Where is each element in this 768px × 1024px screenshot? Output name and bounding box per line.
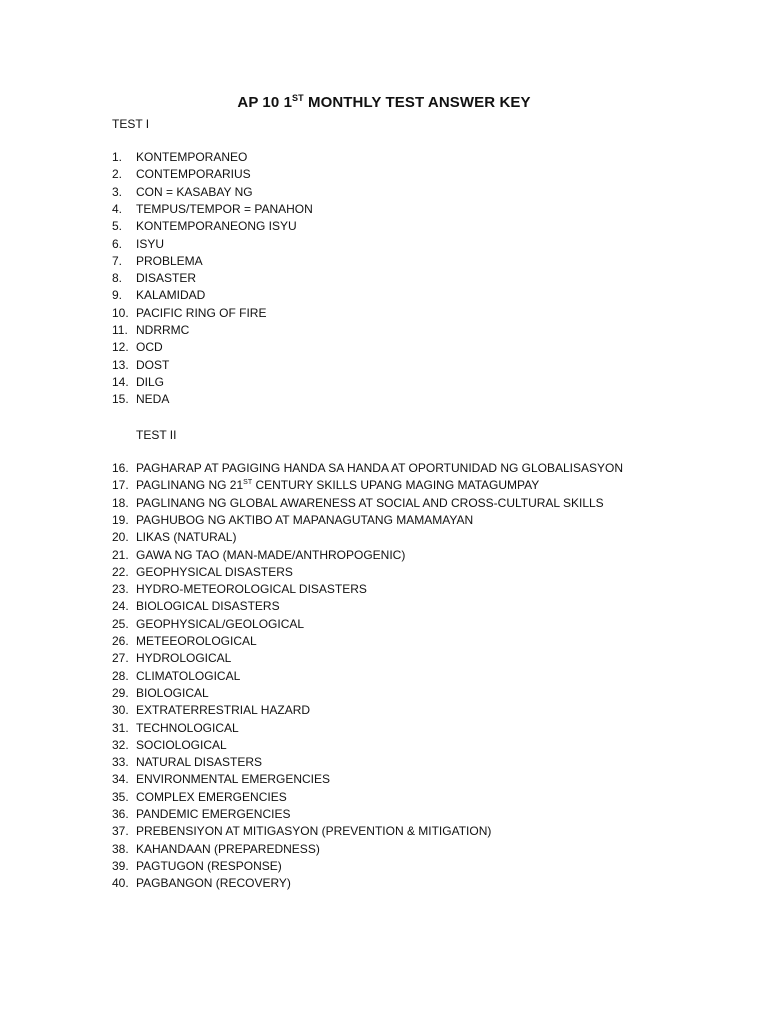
answer-item: [112, 790, 287, 807]
answer-text-main: CONTEMPORARIUS: [136, 167, 251, 182]
answer-number: 25.: [112, 616, 129, 631]
answer-item: [112, 599, 280, 616]
answer-number: 26.: [112, 634, 129, 648]
answer-text: [136, 513, 473, 527]
answer-text-main: GAWA NG TAO (MAN-MADE/ANTHROPOGENIC): [136, 547, 406, 562]
answer-text-main: NATURAL DISASTERS: [136, 755, 263, 770]
answer-text: [136, 271, 196, 285]
answer-text: [136, 358, 169, 372]
answer-number: 24.: [112, 599, 129, 614]
answer-item: [112, 358, 169, 375]
answer-text: [136, 461, 623, 475]
answer-text-main: OCD: [136, 340, 163, 355]
answer-text-main: PAGLINANG NG GLOBAL AWARENESS AT SOCIAL AND CROSS-CULTURAL SKILLS: [136, 495, 604, 510]
answer-text-main: PACIFIC RING OF FIRE: [136, 305, 267, 320]
answer-text-main: TECHNOLOGICAL: [136, 720, 239, 735]
answer-item: [112, 306, 266, 323]
answer-item: [112, 703, 310, 720]
answer-item: [112, 478, 539, 495]
answer-number: 17.: [112, 478, 129, 493]
answer-item: [112, 738, 227, 755]
answer-number: 22.: [112, 564, 129, 579]
answer-item: [112, 669, 240, 686]
answer-number: 34.: [112, 772, 129, 787]
answer-text: [136, 496, 604, 510]
answer-text-main: GEOPHYSICAL/GEOLOGICAL: [136, 616, 305, 631]
answer-number: 3.: [112, 184, 123, 199]
answer-item: [112, 219, 297, 236]
answer-item: [112, 392, 169, 409]
answer-number: 15.: [112, 392, 129, 407]
answer-number: 29.: [112, 685, 129, 700]
answer-text: [136, 651, 231, 665]
answer-item: [112, 807, 290, 824]
answer-number: 37.: [112, 824, 129, 839]
document-title: [0, 94, 768, 111]
answer-number: 38.: [112, 841, 129, 856]
answer-number: 8.: [112, 271, 123, 286]
answer-text: [136, 565, 293, 579]
answer-item: [112, 288, 205, 305]
answer-text-main: BIOLOGICAL: [136, 685, 209, 700]
answer-text: [136, 219, 297, 233]
answer-item: [112, 859, 282, 876]
answer-number: 27.: [112, 651, 129, 666]
answer-text: [136, 772, 330, 786]
answer-item: [112, 271, 196, 288]
answer-text-superscript: ST: [243, 479, 253, 487]
answer-text-main: KONTEMPORANEO: [136, 150, 248, 164]
answer-number: 14.: [112, 374, 129, 389]
answer-number: 4.: [112, 201, 123, 216]
answer-text: [136, 634, 257, 648]
answer-item: [112, 185, 253, 202]
answer-item: [112, 565, 293, 582]
answer-number: 39.: [112, 858, 129, 873]
answer-item: [112, 323, 189, 340]
answer-item: [112, 548, 405, 565]
answer-item: [112, 150, 247, 167]
answer-text-main: ISYU: [136, 236, 165, 251]
answer-text-main: SOCIOLOGICAL: [136, 737, 227, 752]
answer-item: [112, 582, 367, 599]
answer-text: [136, 254, 203, 268]
answer-item: [112, 686, 209, 703]
answer-number: 21.: [112, 547, 129, 562]
answer-text-main: KONTEMPORANEONG ISYU: [136, 219, 297, 234]
answer-text-main: COMPLEX EMERGENCIES: [136, 789, 287, 804]
answer-text-main: CLIMATOLOGICAL: [136, 668, 241, 683]
answer-text: [136, 150, 247, 164]
answer-text: [136, 548, 405, 562]
answer-item: [112, 202, 313, 219]
answer-text: [136, 185, 253, 199]
answer-number: 13.: [112, 357, 129, 372]
answer-text-main: HYDROLOGICAL: [136, 651, 232, 666]
answer-number: 18.: [112, 495, 129, 510]
answer-text-main: EXTRATERRESTRIAL HAZARD: [136, 703, 311, 718]
answer-text-main: PAGLINANG NG 21: [136, 478, 244, 493]
answer-text-main: ENVIRONMENTAL EMERGENCIES: [136, 772, 331, 787]
answer-text: [136, 582, 367, 596]
answer-item: [112, 721, 239, 738]
answer-item: [112, 617, 304, 634]
answer-item: [112, 340, 163, 357]
answer-text-main: LIKAS (NATURAL): [136, 530, 237, 545]
answer-text-main: PAGTUGON (RESPONSE): [136, 858, 282, 873]
answer-text: [136, 859, 282, 873]
answer-text-main: PAGHARAP AT PAGIGING HANDA SA HANDA AT OPORTUNIDAD NG GLOBALISASYON: [136, 461, 624, 475]
answer-text: [136, 824, 491, 838]
title-prefix: AP 10 1: [237, 94, 293, 111]
answer-text: [136, 669, 240, 683]
answer-text-main: KAHANDAAN (PREPAREDNESS): [136, 841, 320, 856]
answer-number: 1.: [112, 150, 123, 164]
answer-text: [136, 599, 280, 613]
answer-text: [136, 703, 310, 717]
answer-text-main: PANDEMIC EMERGENCIES: [136, 807, 291, 821]
answer-text: [136, 392, 169, 406]
answer-text-continued: CENTURY SKILLS UPANG MAGING MATAGUMPAY: [252, 478, 540, 493]
answer-number: 40.: [112, 876, 129, 891]
answer-item: [112, 842, 320, 859]
answer-item: [112, 167, 251, 184]
answer-text-main: NEDA: [136, 392, 170, 407]
answer-item: [112, 876, 291, 893]
answer-text-main: PAGHUBOG NG AKTIBO AT MAPANAGUTANG MAMAMAYAN: [136, 512, 474, 527]
answer-text-main: DISASTER: [136, 271, 197, 286]
answer-number: 10.: [112, 305, 129, 320]
answer-number: 19.: [112, 512, 129, 527]
answer-item: [112, 755, 262, 772]
answer-number: 2.: [112, 167, 123, 182]
answer-item: [112, 651, 231, 668]
answer-number: 12.: [112, 340, 129, 355]
answer-number: 7.: [112, 253, 123, 268]
answer-number: 32.: [112, 737, 129, 752]
answer-text: [136, 323, 189, 337]
answer-text: [136, 721, 239, 735]
answer-text-main: METEEOROLOGICAL: [136, 634, 257, 648]
answer-text-main: TEMPUS/TEMPOR = PANAHON: [136, 201, 313, 216]
answer-text: [136, 375, 164, 389]
answer-text-main: HYDRO-METEOROLOGICAL DISASTERS: [136, 582, 367, 597]
answer-text: [136, 530, 236, 544]
answer-item: [112, 824, 491, 841]
answer-number: 36.: [112, 807, 129, 821]
answer-text-main: GEOPHYSICAL DISASTERS: [136, 564, 293, 579]
answer-text-main: DOST: [136, 357, 170, 372]
answer-number: 31.: [112, 720, 129, 735]
answer-text: [136, 617, 304, 631]
answer-item: [112, 496, 604, 513]
test-ii-label: TEST II: [136, 428, 177, 442]
answer-text-main: DILG: [136, 374, 165, 389]
answer-text: [136, 790, 287, 804]
answer-text: [136, 686, 209, 700]
answer-text-main: PROBLEMA: [136, 253, 203, 268]
answer-number: 9.: [112, 288, 123, 303]
answer-text: [136, 478, 539, 492]
answer-number: 20.: [112, 530, 129, 545]
answer-number: 30.: [112, 703, 129, 718]
answer-item: [112, 461, 623, 478]
answer-text-main: PREBENSIYON AT MITIGASYON (PREVENTION & MITIGATION): [136, 824, 492, 839]
title-suffix: MONTHLY TEST ANSWER KEY: [303, 94, 531, 111]
answer-number: 5.: [112, 219, 123, 234]
answer-text-main: NDRRMC: [136, 323, 190, 337]
test-i-label: TEST I: [112, 117, 150, 131]
answer-text-main: PAGBANGON (RECOVERY): [136, 876, 291, 891]
answer-number: 35.: [112, 789, 129, 804]
answer-item: [112, 513, 473, 530]
answer-number: 11.: [112, 323, 128, 337]
answer-number: 28.: [112, 668, 129, 683]
answer-text: [136, 288, 205, 302]
answer-text: [136, 876, 291, 890]
answer-item: [112, 237, 164, 254]
answer-text: [136, 807, 290, 821]
answer-text: [136, 842, 320, 856]
answer-item: [112, 772, 330, 789]
answer-text-main: KALAMIDAD: [136, 288, 206, 303]
answer-number: 6.: [112, 236, 123, 251]
answer-text: [136, 306, 266, 320]
answer-text: [136, 755, 262, 769]
title-superscript: ST: [292, 93, 304, 103]
answer-number: 33.: [112, 755, 129, 770]
answer-number: 23.: [112, 582, 129, 597]
answer-text: [136, 340, 163, 354]
answer-text: [136, 167, 251, 181]
answer-number: 16.: [112, 461, 129, 475]
answer-item: [112, 375, 164, 392]
answer-item: [112, 530, 236, 547]
answer-text: [136, 202, 313, 216]
answer-item: [112, 634, 257, 651]
answer-text: [136, 237, 164, 251]
answer-text-main: CON = KASABAY NG: [136, 184, 253, 199]
answer-item: [112, 254, 203, 271]
answer-text: [136, 738, 227, 752]
answer-text-main: BIOLOGICAL DISASTERS: [136, 599, 280, 614]
